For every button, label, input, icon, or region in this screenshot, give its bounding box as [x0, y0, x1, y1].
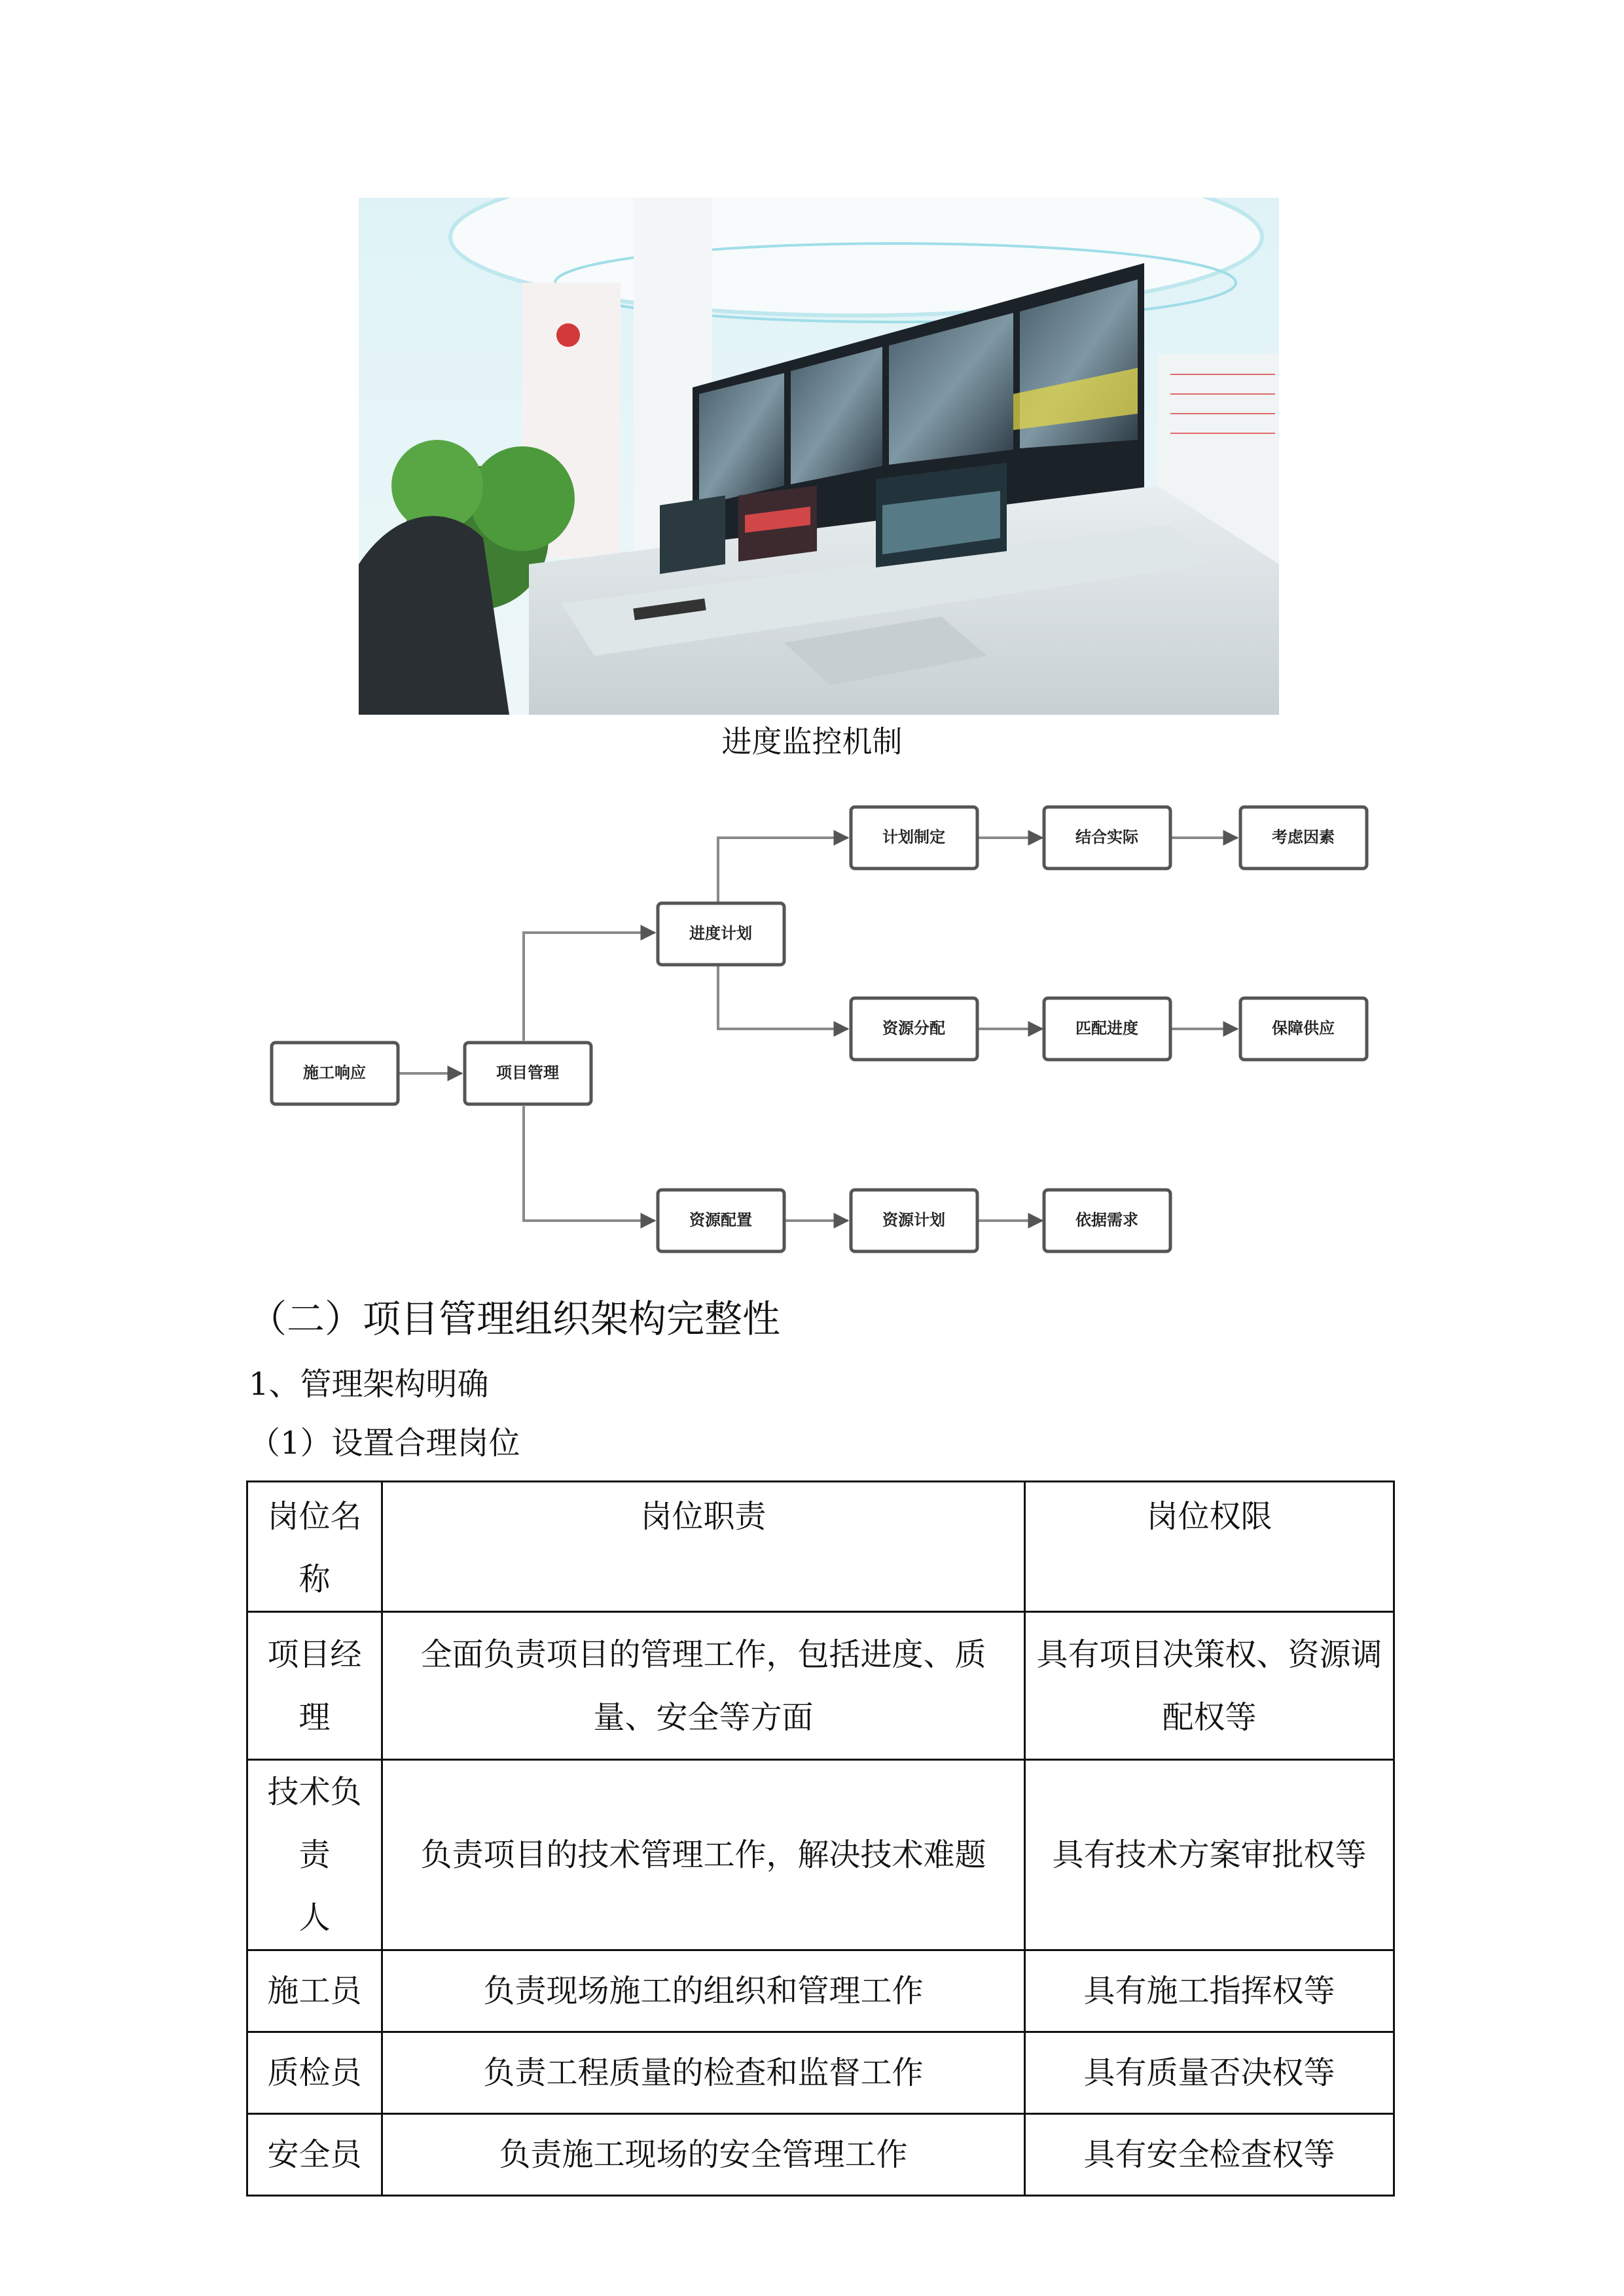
table-cell-name: [247, 2032, 382, 2114]
table-row: [247, 2032, 1394, 2114]
cell-line: 项目经理: [267, 1636, 362, 1736]
flow-node-match: [1044, 998, 1170, 1060]
flow-node-combine: [1044, 807, 1170, 869]
flow-node-start: [272, 1043, 398, 1104]
cell-line: 负责施工现场的安全管理工作: [499, 2136, 908, 2173]
cell-line: 配权等: [1162, 1698, 1257, 1736]
subsubsection-heading: （1）设置合理岗位: [249, 1425, 520, 1462]
flow-node-res-plan: [851, 1190, 977, 1251]
cell-line: 具有安全检查权等: [1083, 2136, 1335, 2173]
cell-line: 施工员: [267, 1973, 362, 2009]
edge-schedule-resalloc: [718, 964, 848, 1029]
table-cell-duty: [382, 1760, 1025, 1950]
flow-node-pm: [465, 1043, 591, 1104]
flow-node-label: 考虑因素: [1272, 828, 1335, 846]
cell-line: 负责现场施工的组织和管理工作: [483, 1973, 924, 2009]
table-cell-auth: [1025, 2032, 1394, 2114]
edge-schedule-planmake: [718, 838, 848, 903]
flow-node-label: 结合实际: [1075, 828, 1138, 846]
table-row: [247, 2114, 1394, 2196]
flow-node-label: 施工响应: [303, 1064, 366, 1082]
photo-caption: 进度监控机制: [721, 724, 903, 759]
flow-node-schedule: [658, 903, 784, 965]
cell-line: 人: [298, 1899, 331, 1936]
table-cell-duty: [382, 1950, 1025, 2032]
table-cell-auth: [1025, 2114, 1394, 2196]
flow-node-label: 保障供应: [1272, 1019, 1335, 1037]
table-header: 岗位职责: [382, 1482, 1025, 1612]
flow-node-label: 依据需求: [1075, 1211, 1138, 1229]
cell-line: 安全员: [267, 2136, 362, 2173]
cell-line: 质检员: [267, 2054, 362, 2091]
table-header-row: [247, 1482, 1394, 1612]
cell-line: 具有技术方案审批权等: [1052, 1837, 1367, 1873]
flow-node-label: 计划制定: [882, 828, 945, 846]
flow-node-label: 项目管理: [496, 1064, 559, 1082]
table-cell-name: [247, 2114, 382, 2196]
flow-node-factors: [1240, 807, 1367, 869]
cell-line: 负责工程质量的检查和监督工作: [483, 2054, 924, 2091]
cell-line: 具有施工指挥权等: [1083, 1973, 1335, 2009]
flow-node-label: 资源配置: [689, 1211, 752, 1229]
table-cell-duty: [382, 2114, 1025, 2196]
table-header: 岗位名称: [247, 1482, 382, 1612]
table-cell-auth: [1025, 1760, 1394, 1950]
table-cell-name: [247, 1950, 382, 2032]
flow-node-label: 进度计划: [689, 924, 752, 942]
control-room-photo: [359, 198, 1279, 715]
flow-node-label: 资源分配: [882, 1019, 945, 1037]
cell-line: 全面负责项目的管理工作，包括进度、质: [420, 1636, 986, 1673]
flow-node-resconfig: [658, 1190, 784, 1251]
flow-node-plan-make: [851, 807, 977, 869]
flow-node-demand: [1044, 1190, 1170, 1251]
subsection-heading: 1、管理架构明确: [249, 1366, 489, 1403]
cell-line: 具有质量否决权等: [1083, 2054, 1335, 2091]
table-cell-auth: [1025, 1612, 1394, 1760]
table-cell-duty: [382, 2032, 1025, 2114]
roles-table: [246, 1480, 1395, 2197]
table-cell-auth: [1025, 1950, 1394, 2032]
table-row: [247, 1612, 1394, 1760]
cell-line: 负责项目的技术管理工作，解决技术难题: [420, 1837, 986, 1873]
table-cell-name: [247, 1612, 382, 1760]
cell-line: 技术负责: [267, 1774, 362, 1873]
table-cell-duty: [382, 1612, 1025, 1760]
section-heading: （二）项目管理组织架构完整性: [249, 1297, 781, 1341]
table-header: 岗位权限: [1025, 1482, 1394, 1612]
flow-node-label: 资源计划: [882, 1211, 945, 1229]
flow-node-res-alloc: [851, 998, 977, 1060]
edge-pm-resconfig: [524, 1106, 655, 1221]
table-row: [247, 1950, 1394, 2032]
table-row: [247, 1760, 1394, 1950]
flow-node-label: 匹配进度: [1075, 1019, 1138, 1037]
table-cell-name: [247, 1760, 382, 1950]
cell-line: 量、安全等方面: [593, 1698, 814, 1736]
flow-node-supply: [1240, 998, 1367, 1060]
cell-line: 具有项目决策权、资源调: [1036, 1636, 1382, 1673]
progress-flowchart: [262, 789, 1388, 1270]
edge-pm-schedule: [524, 933, 655, 1041]
